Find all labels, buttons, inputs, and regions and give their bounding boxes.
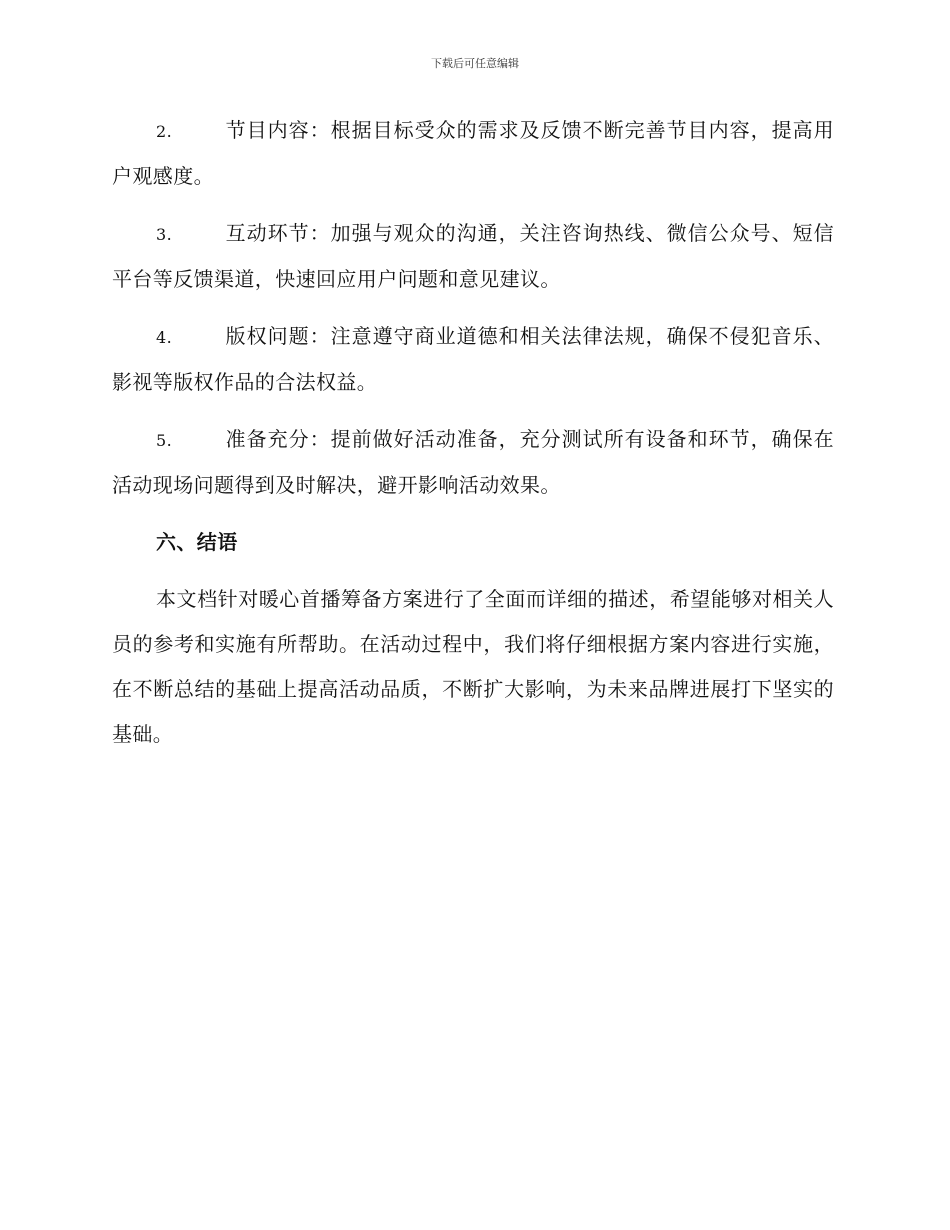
list-item-text: 准备充分：提前做好活动准备，充分测试所有设备和环节，确保在活动现场问题得到及时解决，避开影响活动效果。 xyxy=(112,427,834,497)
section-heading: 六、结语 xyxy=(156,530,238,554)
conclusion-paragraph: 本文档针对暖心首播筹备方案进行了全面而详细的描述，希望能够对相关人员的参考和实施有所帮助。在活动过程中，我们将仔细根据方案内容进行实施，在不断总结的基础上提高活动品质，不断扩大影响，为未来品牌进展打下坚实的基础。 xyxy=(112,587,834,746)
list-item-text: 版权问题：注意遵守商业道德和相关法律法规，确保不侵犯音乐、影视等版权作品的合法权益。 xyxy=(112,324,834,394)
header-note: 下载后可任意编辑 xyxy=(431,57,519,70)
list-item-number: 4. xyxy=(156,328,173,347)
list-item xyxy=(112,211,834,302)
document-body xyxy=(112,108,834,757)
list-item-text: 节目内容：根据目标受众的需求及反馈不断完善节目内容，提高用户观感度。 xyxy=(112,118,834,188)
list-item-number: 5. xyxy=(156,431,173,450)
list-item-number: 2. xyxy=(156,122,173,141)
list-item-number: 3. xyxy=(156,225,173,244)
list-item xyxy=(112,108,834,199)
list-item xyxy=(112,417,834,508)
list-item xyxy=(112,314,834,405)
list-item-text: 互动环节：加强与观众的沟通，关注咨询热线、微信公众号、短信平台等反馈渠道，快速回应用户问题和意见建议。 xyxy=(112,221,834,291)
